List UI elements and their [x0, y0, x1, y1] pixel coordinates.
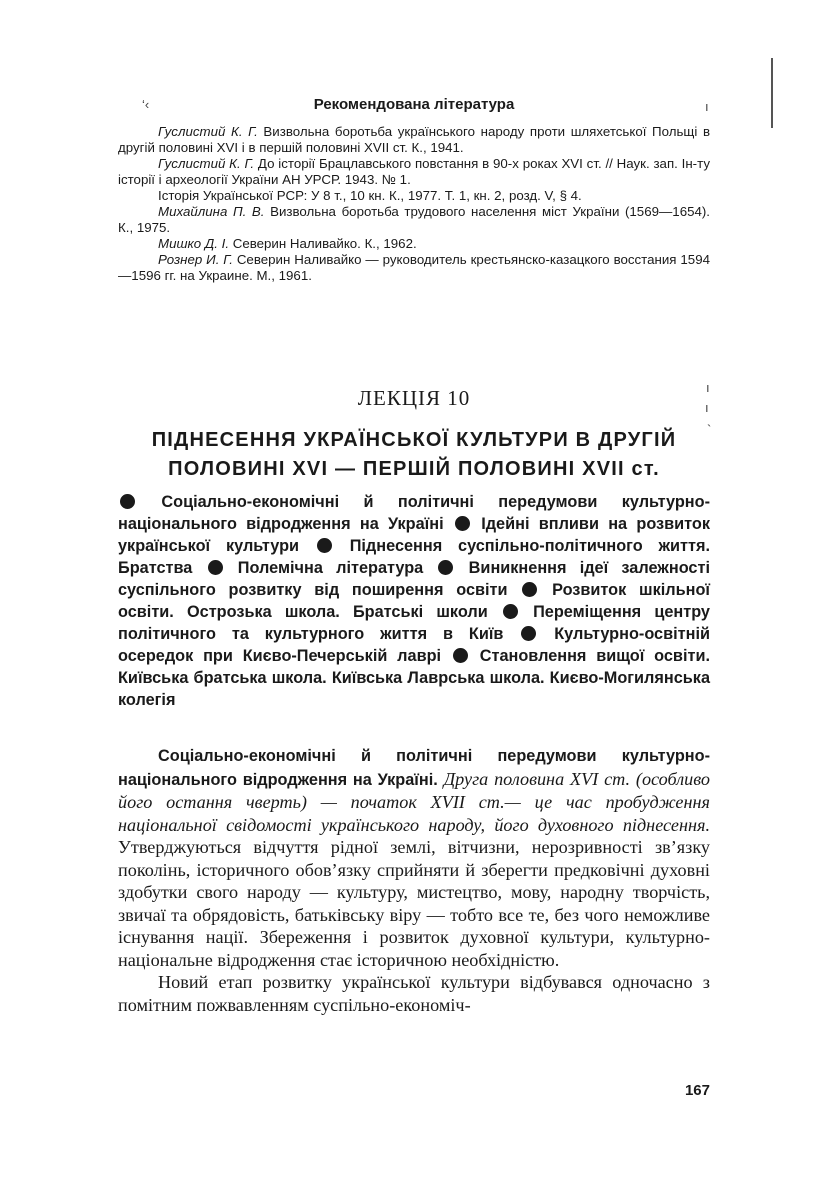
topic: Культурно-освітній осередок при Києво-Печерській лаврі — [118, 625, 710, 665]
book-page — [118, 0, 710, 1191]
bibliography-entry — [118, 204, 710, 236]
margin-mark: ‘‹ — [142, 97, 150, 112]
paragraph-text: Утверджуються відчуття рідної землі, вітчизни, нерозривності зв’язку поколінь, історичного обов’язку сприйняти й зберегти предковічні духовні здобутки свого народу — культуру, мистецтво, мову, народну творчість, звичаї та обрядовість, батьківську віру — тобто все те, без чого неможливе існування нації. Збереження і розвиток духовної культури, культурно-національне відродження стає історичною необхідністю. — [118, 837, 710, 970]
bullet-icon — [503, 604, 518, 619]
lecture-title — [118, 426, 710, 484]
page-edge-line — [771, 58, 773, 128]
paragraph: Новий етап розвитку української культури відбувався одночасно з помітним пожвавленням суспільно-економіч- — [118, 972, 710, 1015]
entry-text: Северин Наливайко — руководитель крестьянско-казацкого восстания 1594—1596 гг. на Украине. М., 1961. — [118, 252, 710, 283]
bibliography-entry — [118, 236, 710, 252]
italic-passage: Друга половина XVI ст. (особливо його остання чверть) — початок XVII ст.— це час пробудження національної свідомості українського народу, його духовного піднесення. — [118, 768, 710, 835]
topic: Розвиток шкільної освіти. Острозька школа. Братські школи — [118, 581, 710, 621]
bullet-icon — [438, 560, 453, 575]
topic: Ідейні впливи на розвиток української культури — [118, 515, 711, 555]
margin-mark: ı — [705, 99, 709, 114]
lecture-title-line: ПІДНЕСЕННЯ УКРАЇНСЬКОЇ КУЛЬТУРИ В ДРУГІЙ — [151, 429, 677, 451]
author: Рознер И. Г. — [158, 252, 233, 267]
margin-mark: ı — [706, 380, 710, 395]
bibliography-entry — [118, 252, 710, 284]
bullet-icon — [455, 516, 470, 531]
lecture-title-line: ПОЛОВИНІ XVI — ПЕРШІЙ ПОЛОВИНІ XVII ст. — [168, 458, 660, 480]
author: Михайлина П. В. — [158, 204, 265, 219]
topic: Соціально-економічні й політичні передумови культурно-національного відродження на Україні — [118, 493, 710, 533]
bibliography-entry — [118, 156, 710, 188]
entry-text: Визвольна боротьба українського народу проти шляхетської Польщі в другій половині XVI і в першій половині XVII ст. К., 1941. — [118, 124, 711, 155]
topic: Полемічна література — [237, 559, 424, 577]
bullet-icon — [120, 494, 135, 509]
lecture-topics — [118, 491, 710, 711]
page-number: 167 — [684, 1082, 710, 1099]
bullet-icon — [522, 582, 537, 597]
bullet-icon — [453, 648, 468, 663]
entry-text: Визвольна боротьба трудового населення міст України (1569—1654). К., 1975. — [118, 204, 710, 235]
author: Гуслистий К. Г. — [158, 124, 258, 139]
bibliography-entry — [118, 124, 710, 156]
bullet-icon — [317, 538, 332, 553]
bibliography-entry — [118, 188, 710, 204]
bullet-icon — [521, 626, 536, 641]
margin-mark: ` — [707, 422, 712, 437]
entry-text: Северин Наливайко. К., 1962. — [229, 236, 417, 251]
section-heading: Рекомендована література — [313, 96, 515, 113]
lecture-number: ЛЕКЦІЯ 10 — [357, 386, 471, 410]
paragraph — [118, 744, 710, 971]
topic: Переміщення центру політичного та культурного життя в Київ — [118, 603, 710, 643]
author: Мишко Д. І. — [158, 236, 230, 251]
entry-text: До історії Брацлавського повстання в 90-х роках XVI ст. // Наук. зап. Ін-ту історії і археології України АН УРСР. 1943. № 1. — [118, 156, 711, 187]
entry-text: Історія Української РСР: У 8 т., 10 кн. К., 1977. Т. 1, кн. 2, розд. V, § 4. — [158, 188, 582, 203]
topic: Піднесення суспільно-політичного життя. Братства — [118, 537, 711, 577]
bibliography-list — [118, 124, 710, 284]
author: Гуслистий К. Г. — [158, 156, 255, 171]
bullet-icon — [208, 560, 223, 575]
margin-mark: ı — [705, 400, 709, 415]
body-text — [118, 744, 710, 1016]
topic: Становлення вищої освіти. Київська братська школа. Київська Лаврська школа. Києво-Могилянська колегія — [118, 647, 710, 709]
topic: Виникнення ідеї залежності суспільного розвитку від поширення освіти — [118, 559, 710, 599]
subsection-heading: Соціально-економічні й політичні передумови культурно-національного відродження на Україні. — [118, 747, 710, 789]
